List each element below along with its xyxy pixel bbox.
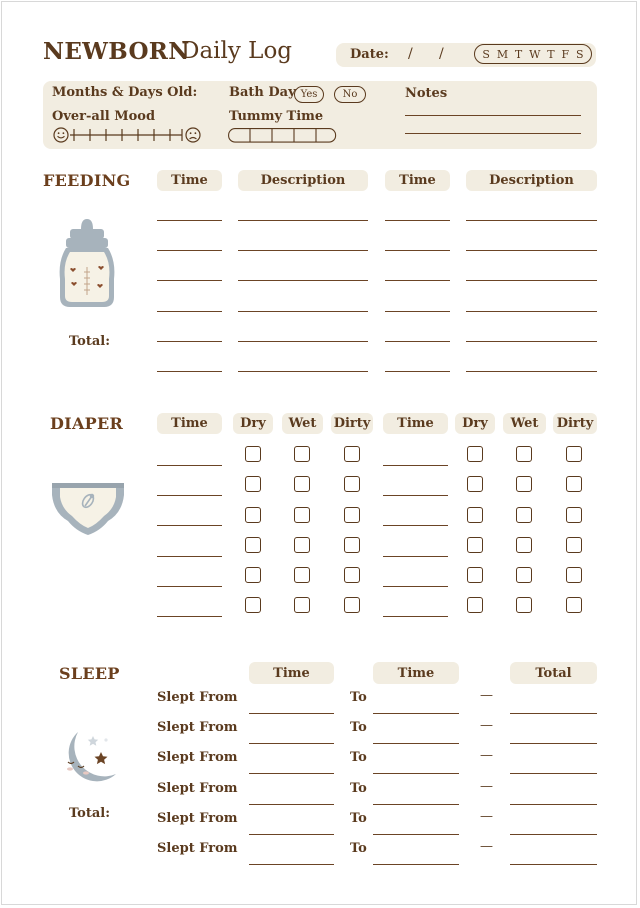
diaper-wet-checkbox[interactable] (294, 476, 310, 492)
sleep-to-label: To (350, 690, 367, 705)
diaper-dry-checkbox[interactable] (245, 476, 261, 492)
weekday-s1[interactable]: S (482, 47, 490, 61)
diaper-dirty-checkbox[interactable] (344, 567, 360, 583)
diaper-dirty-checkbox[interactable] (566, 567, 582, 583)
feeding-header-time-1: Time (157, 170, 222, 191)
diaper-header-time-2: Time (383, 413, 448, 434)
notes-line-1[interactable] (405, 115, 581, 116)
diaper-dry-checkbox[interactable] (245, 597, 261, 613)
sleep-to-label: To (350, 811, 367, 826)
tummy-label: Tummy Time (229, 109, 324, 124)
sleep-end-line[interactable] (373, 743, 459, 744)
weekday-w[interactable]: W (529, 47, 541, 61)
diaper-header-dirty-2: Dirty (553, 413, 597, 434)
diaper-time-line[interactable] (157, 465, 222, 466)
sleep-dash: — (480, 779, 493, 794)
diaper-wet-checkbox[interactable] (294, 507, 310, 523)
sleep-total-line[interactable] (510, 713, 597, 714)
diaper-dry-checkbox[interactable] (467, 476, 483, 492)
diaper-dry-checkbox[interactable] (245, 567, 261, 583)
sleep-total-line[interactable] (510, 834, 597, 835)
diaper-title: DIAPER (50, 414, 124, 433)
feeding-desc-line[interactable] (238, 311, 368, 312)
title-daily-log: Daily Log (181, 38, 293, 64)
feeding-time-line[interactable] (385, 341, 450, 342)
diaper-icon (50, 479, 126, 537)
diaper-dirty-checkbox[interactable] (566, 507, 582, 523)
title-newborn: NEWBORN (43, 38, 190, 65)
diaper-wet-checkbox[interactable] (516, 537, 532, 553)
diaper-dry-checkbox[interactable] (245, 537, 261, 553)
sleep-header-total: Total (510, 662, 597, 684)
diaper-dry-checkbox[interactable] (467, 567, 483, 583)
diaper-header-wet-2: Wet (503, 413, 546, 434)
sleep-total-line[interactable] (510, 864, 597, 865)
sleep-end-line[interactable] (373, 713, 459, 714)
sleep-start-line[interactable] (249, 713, 334, 714)
mood-label: Over-all Mood (52, 109, 156, 124)
feeding-header-description-2: Description (466, 170, 597, 191)
diaper-dry-checkbox[interactable] (245, 446, 261, 462)
slept-from-label: Slept From (157, 781, 238, 796)
weekday-t1[interactable]: T (514, 47, 523, 61)
diaper-dry-checkbox[interactable] (467, 507, 483, 523)
bath-yes-button[interactable]: Yes (294, 86, 324, 103)
diaper-dirty-checkbox[interactable] (344, 446, 360, 462)
feeding-title: FEEDING (43, 171, 131, 190)
weekday-m[interactable]: M (496, 47, 509, 61)
diaper-wet-checkbox[interactable] (516, 507, 532, 523)
date-separator-2: / (439, 46, 444, 62)
date-label: Date: (350, 47, 389, 62)
diaper-dry-checkbox[interactable] (245, 507, 261, 523)
sleep-dash: — (480, 688, 493, 703)
sleep-dash: — (480, 748, 493, 763)
slept-from-label: Slept From (157, 690, 238, 705)
diaper-time-line[interactable] (383, 495, 448, 496)
sleep-total-line[interactable] (510, 743, 597, 744)
sleep-end-line[interactable] (373, 864, 459, 865)
sleep-to-label: To (350, 841, 367, 856)
notes-line-2[interactable] (405, 133, 581, 134)
sleep-header-time-2: Time (373, 662, 459, 684)
diaper-dirty-checkbox[interactable] (566, 597, 582, 613)
feeding-time-line[interactable] (385, 220, 450, 221)
feeding-time-line[interactable] (157, 280, 222, 281)
feeding-time-line[interactable] (385, 371, 450, 372)
feeding-desc-line[interactable] (238, 280, 368, 281)
feeding-time-line[interactable] (157, 220, 222, 221)
diaper-time-line[interactable] (383, 616, 448, 617)
feeding-time-line[interactable] (157, 341, 222, 342)
feeding-desc-line[interactable] (238, 220, 368, 221)
feeding-time-line[interactable] (157, 371, 222, 372)
sleep-start-line[interactable] (249, 834, 334, 835)
feeding-time-line[interactable] (385, 280, 450, 281)
diaper-wet-checkbox[interactable] (294, 597, 310, 613)
date-box (336, 43, 596, 67)
diaper-dirty-checkbox[interactable] (566, 446, 582, 462)
feeding-time-line[interactable] (385, 250, 450, 251)
weekday-t2[interactable]: T (547, 47, 555, 61)
diaper-time-line[interactable] (157, 586, 222, 587)
diaper-dirty-checkbox[interactable] (566, 476, 582, 492)
age-label: Months & Days Old: (52, 85, 198, 100)
diaper-dry-checkbox[interactable] (467, 597, 483, 613)
slept-from-label: Slept From (157, 811, 238, 826)
happy-face-icon (54, 128, 68, 142)
baby-bottle-icon (56, 217, 118, 309)
diaper-header-dry-1: Dry (233, 413, 273, 434)
slept-from-label: Slept From (157, 750, 238, 765)
sleep-start-line[interactable] (249, 743, 334, 744)
sleep-dash: — (480, 839, 493, 854)
diaper-header-dry-2: Dry (455, 413, 495, 434)
slept-from-label: Slept From (157, 841, 238, 856)
sleep-dash: — (480, 809, 493, 824)
diaper-time-line[interactable] (157, 616, 222, 617)
diaper-dirty-checkbox[interactable] (344, 507, 360, 523)
sleep-start-line[interactable] (249, 804, 334, 805)
diaper-dirty-checkbox[interactable] (344, 597, 360, 613)
sleep-to-label: To (350, 781, 367, 796)
diaper-time-line[interactable] (383, 556, 448, 557)
weekday-s2[interactable]: S (575, 47, 584, 61)
sleep-end-line[interactable] (373, 804, 459, 805)
sleep-total-label: Total: (69, 806, 111, 821)
feeding-header-description-1: Description (238, 170, 368, 191)
feeding-desc-line[interactable] (466, 220, 597, 221)
diaper-time-line[interactable] (383, 525, 448, 526)
date-separator-1: / (408, 46, 413, 62)
notes-label: Notes (405, 86, 448, 101)
diaper-wet-checkbox[interactable] (294, 567, 310, 583)
diaper-time-line[interactable] (383, 586, 448, 587)
sleep-start-line[interactable] (249, 773, 334, 774)
sleep-to-label: To (350, 720, 367, 735)
feeding-desc-line[interactable] (238, 371, 368, 372)
diaper-header-dirty-1: Dirty (331, 413, 373, 434)
diaper-header-wet-1: Wet (282, 413, 323, 434)
diaper-time-line[interactable] (157, 525, 222, 526)
diaper-wet-checkbox[interactable] (516, 476, 532, 492)
sleep-dash: — (480, 718, 493, 733)
diaper-wet-checkbox[interactable] (516, 567, 532, 583)
feeding-desc-line[interactable] (466, 280, 597, 281)
feeding-time-line[interactable] (385, 311, 450, 312)
sleep-total-line[interactable] (510, 804, 597, 805)
tummy-time-tracker[interactable] (228, 128, 338, 144)
sleep-end-line[interactable] (373, 773, 459, 774)
feeding-time-line[interactable] (157, 250, 222, 251)
sleep-total-line[interactable] (510, 773, 597, 774)
diaper-wet-checkbox[interactable] (294, 446, 310, 462)
weekday-f[interactable]: F (561, 47, 570, 61)
diaper-dirty-checkbox[interactable] (344, 537, 360, 553)
feeding-desc-line[interactable] (238, 250, 368, 251)
feeding-header-time-2: Time (385, 170, 450, 191)
diaper-header-time-1: Time (157, 413, 222, 434)
feeding-desc-line[interactable] (466, 371, 597, 372)
diaper-dry-checkbox[interactable] (467, 446, 483, 462)
sleep-title: SLEEP (59, 664, 120, 683)
diaper-wet-checkbox[interactable] (294, 537, 310, 553)
diaper-time-line[interactable] (157, 495, 222, 496)
diaper-wet-checkbox[interactable] (516, 597, 532, 613)
bath-no-button[interactable]: No (334, 86, 366, 103)
diaper-time-line[interactable] (383, 465, 448, 466)
sleep-header-time-1: Time (249, 662, 334, 684)
sleep-end-line[interactable] (373, 834, 459, 835)
feeding-desc-line[interactable] (238, 341, 368, 342)
sleep-to-label: To (350, 750, 367, 765)
diaper-wet-checkbox[interactable] (516, 446, 532, 462)
diaper-time-line[interactable] (157, 556, 222, 557)
feeding-total-label: Total: (69, 334, 111, 349)
diaper-dirty-checkbox[interactable] (344, 476, 360, 492)
weekday-selector[interactable] (474, 44, 592, 64)
sleep-start-line[interactable] (249, 864, 334, 865)
feeding-time-line[interactable] (157, 311, 222, 312)
mood-scale[interactable] (50, 124, 206, 146)
feeding-desc-line[interactable] (466, 341, 597, 342)
feeding-desc-line[interactable] (466, 311, 597, 312)
feeding-desc-line[interactable] (466, 250, 597, 251)
sad-face-icon (186, 128, 200, 142)
sleeping-moon-icon (56, 728, 122, 790)
slept-from-label: Slept From (157, 720, 238, 735)
diaper-dry-checkbox[interactable] (467, 537, 483, 553)
diaper-dirty-checkbox[interactable] (566, 537, 582, 553)
bath-label: Bath Day (229, 85, 296, 100)
